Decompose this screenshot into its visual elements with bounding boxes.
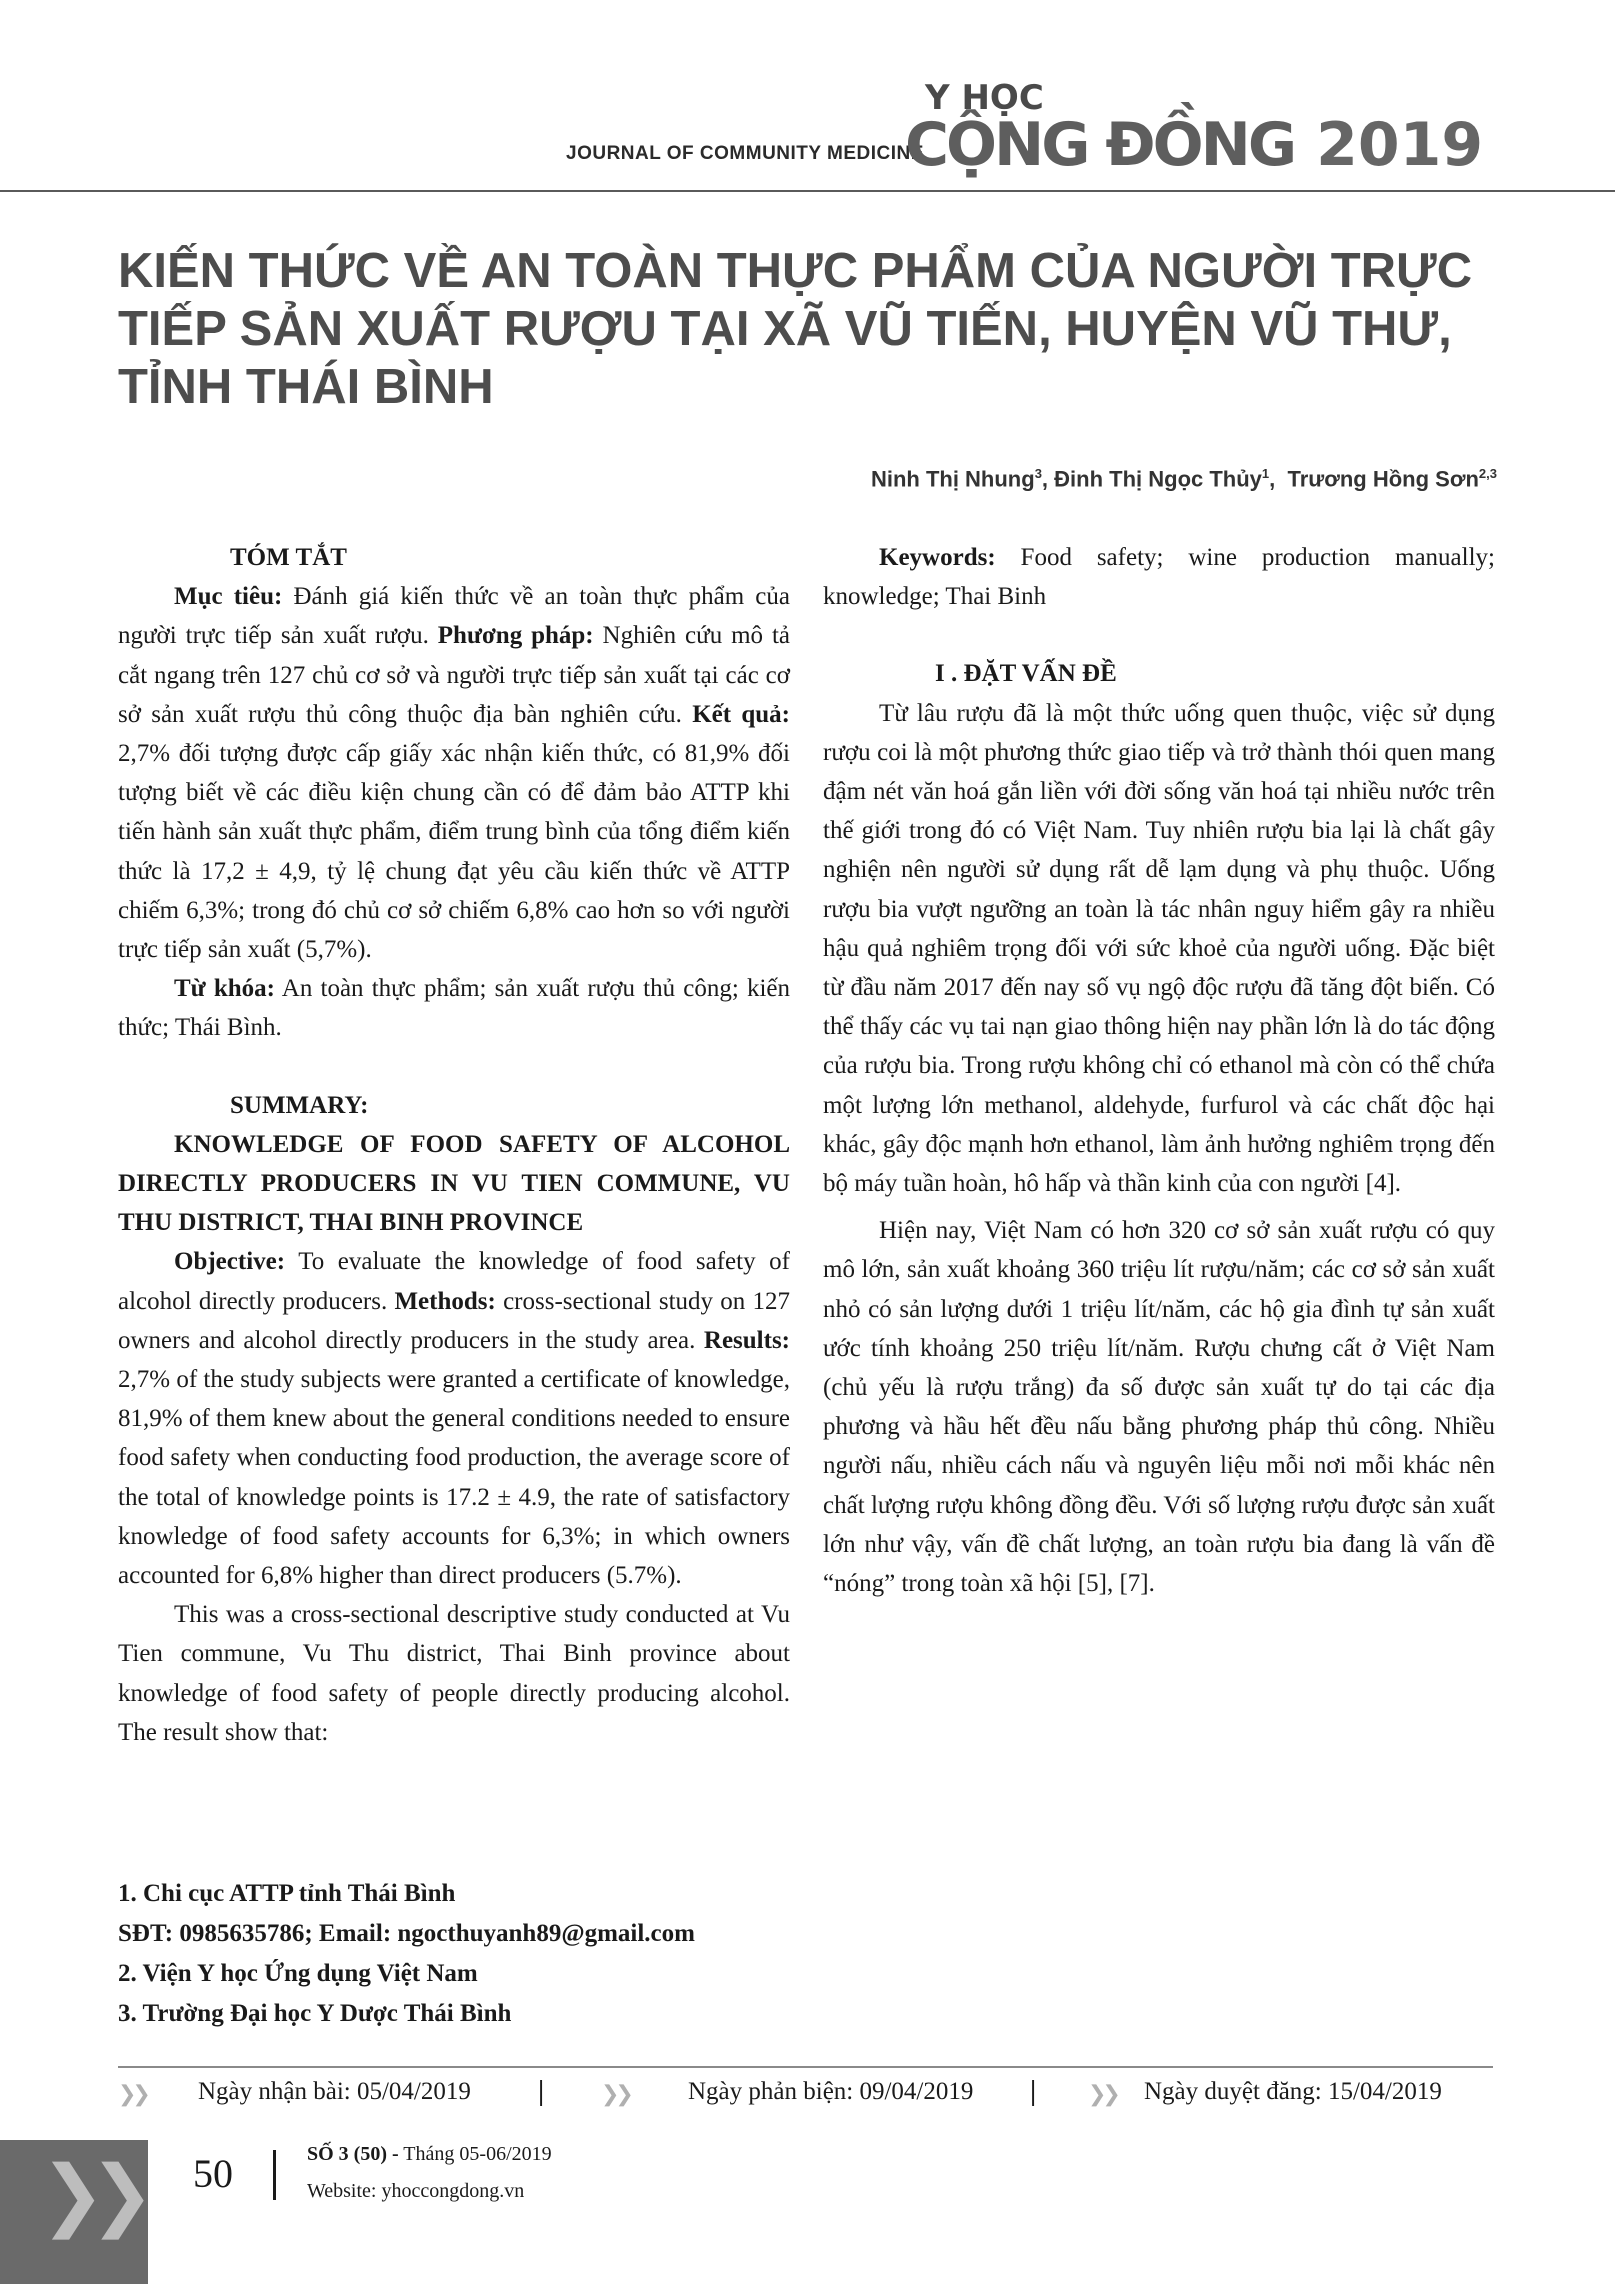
logo-main-word: CỘNG ĐỒNG — [905, 110, 1295, 180]
intro-paragraph-1: Từ lâu rượu đã là một thức uống quen thuộc, việc sử dụng rượu coi là một phương thức giao tiếp và trở thành thói quen mang đậm nét văn hoá gắn liền với đời sống văn hoá tại nhiều nước trên thế giới trong đó có Việt Nam. Tuy nhiên rượu bia lại là chất gây nghiện nên người sử dụng rất dễ lạm dụng và phụ thuộc. Uống rượu bia vượt ngưỡng an toàn là tác nhân nguy hiểm gây ra nhiều hậu quả nghiêm trọng đối với sức khoẻ của người uống. Đặc biệt từ đầu năm 2017 đến nay số vụ ngộ độc rượu đã tăng đột biến. Có thể thấy các vụ tai nạn giao thông hiện nay phần lớn là do tác động của rượu bia. Trong rượu không chỉ có ethanol mà còn có thể chứa một lượng lớn methanol, aldehyde, furfurol và các chất độc hại khác, gây độc mạnh hơn ethanol, làm ảnh hưởng nghiêm trọng đến bộ máy tuần hoàn, hô hấp và thần kinh của con người [4]. — [823, 699, 1495, 1198]
separator: | — [1030, 2076, 1037, 2107]
author-name: Trương Hồng Sơn — [1287, 466, 1479, 492]
results-text: 2,7% đối tượng được cấp giấy xác nhận kiến thức, có 81,9% đối tượng biết về các điều kiện chung cần có để đảm bảo ATTP khi tiến hành sản xuất thực phẩm, điểm trung bình của tổng điểm kiến thức là 17,2 ± 4,9, tỷ lệ chung đạt yêu cầu kiến thức về ATTP chiếm 6,3%; trong đó chủ cơ sở chiếm 6,8% cao hơn so với người trực tiếp sản xuất (5,7%). — [118, 740, 790, 964]
author-name: Ninh Thị Nhung — [870, 466, 1035, 492]
author-list: Ninh Thị Nhung$^3$, Đinh Thị Ngọc Thủy$^1$, Trương Hồng Sơn$^{2,3}$ — [870, 466, 1497, 492]
keywords-label: Từ khóa: — [174, 975, 275, 1003]
issue-number: SỐ 3 (50) - — [307, 2143, 399, 2165]
author-affiliation-mark: 3 — [1034, 466, 1042, 481]
reviewed-date: Ngày phản biện: 09/04/2019 — [688, 2078, 974, 2105]
methods-label: Phương pháp: — [437, 622, 594, 650]
objective-label-en: Objective: — [174, 1248, 286, 1276]
keywords-vi — [118, 969, 790, 1047]
footer-divider — [273, 2150, 276, 2200]
summary-paragraph — [118, 1242, 790, 1595]
article-dates — [118, 2078, 1493, 2118]
right-column — [823, 538, 1495, 1603]
spacer — [823, 1203, 1495, 1211]
left-column — [118, 538, 790, 1752]
methods-label-en: Methods: — [394, 1287, 496, 1315]
results-text-en: 2,7% of the study subjects were granted a certificate of knowledge, 81,9% of them knew about the general conditions needed to ensure food safety when conducting food production, the average score of the total of knowledge points is 17.2 ± 4.9, the rate of satisfactory knowledge of food safety accounts for 6,3%; in which owners accounted for 6,8% higher than direct producers (5.7%). — [118, 1366, 790, 1590]
spacer — [118, 1048, 790, 1086]
accepted-date: Ngày duyệt đăng: 15/04/2019 — [1144, 2078, 1442, 2105]
keywords-text: An toàn thực phẩm; sản xuất rượu thủ công; kiến thức; Thái Bình. — [118, 975, 790, 1042]
logo-year: 2019 — [1316, 110, 1484, 180]
affiliation-1: 1. Chi cục ATTP tỉnh Thái Bình — [118, 1880, 456, 1907]
objective-text: Đánh giá kiến thức về an toàn thực phẩm của người trực tiếp sản xuất rượu. — [118, 583, 790, 650]
summary-title: KNOWLEDGE OF FOOD SAFETY OF ALCOHOL DIRECTLY PRODUCERS IN VU TIEN COMMUNE, VU THU DISTRICT, THAI BINH PROVINCE — [118, 1130, 790, 1237]
issue-date: Tháng 05-06/2019 — [398, 2143, 552, 2165]
logo-main-text — [905, 110, 1483, 180]
dates-divider — [118, 2066, 1493, 2068]
objective-label: Mục tiêu: — [174, 583, 283, 611]
issue-info — [307, 2143, 552, 2166]
abstract-paragraph — [118, 577, 790, 969]
article-title: KIẾN THỨC VỀ AN TOÀN THỰC PHẨM CỦA NGƯỜI TRỰC TIẾP SẢN XUẤT RƯỢU TẠI XÃ VŨ TIẾN, HUYỆN VŨ THƯ, TỈNH THÁI BÌNH — [118, 244, 1473, 414]
author-affiliation-mark: 1 — [1261, 466, 1270, 481]
separator: | — [538, 2076, 545, 2107]
received-date: Ngày nhận bài: 05/04/2019 — [198, 2078, 471, 2105]
keywords-label-en: Keywords: — [879, 544, 996, 571]
logo-top-text: Y HỌC — [925, 78, 1044, 118]
methods-text: Nghiên cứu mô tả cắt ngang trên 127 chủ cơ sở và người trực tiếp sản xuất tại các cơ sở sản xuất rượu thủ công thuộc địa bàn nghiên cứu. — [118, 622, 790, 728]
results-label-en: Results: — [703, 1326, 790, 1354]
author-affiliation-mark: 2,3 — [1478, 466, 1497, 481]
chevron-right-icon: ❯❯ — [40, 2150, 139, 2240]
journal-header — [0, 0, 1615, 195]
study-description: This was a cross-sectional descriptive study conducted at Vu Tien commune, Vu Thu district, Thai Binh province about knowledge of food safety of people directly producing alcohol. The result show that: — [118, 1601, 790, 1746]
contact-info: SĐT: 0985635786; Email: ngocthuyanh89@gmail.com — [118, 1920, 695, 1947]
methods-text-en: cross-sectional study on 127 owners and alcohol directly producers in the study area. — [118, 1287, 790, 1354]
website: Website: yhoccongdong.vn — [307, 2180, 525, 2202]
page-number: 50 — [193, 2151, 233, 2196]
affiliation-2: 2. Viện Y học Ứng dụng Việt Nam — [118, 1960, 478, 1987]
keywords-en — [823, 538, 1495, 616]
section-heading-intro: I . ĐẶT VẤN ĐỀ — [935, 660, 1117, 688]
affiliation-3: 3. Trường Đại học Y Dược Thái Bình — [118, 2000, 512, 2027]
abstract-heading: TÓM TẮT — [230, 544, 347, 571]
keywords-text-en: Food safety; wine production manually; knowledge; Thai Binh — [823, 544, 1495, 611]
summary-heading: SUMMARY: — [230, 1091, 369, 1119]
header-divider — [0, 190, 1615, 192]
affiliations — [118, 1874, 695, 2034]
spacer — [823, 616, 1495, 654]
chevron-right-icon: ❯❯ — [118, 2082, 147, 2107]
chevron-right-icon: ❯❯ — [1088, 2082, 1117, 2107]
chevron-right-icon: ❯❯ — [601, 2082, 630, 2107]
results-label: Kết quả: — [692, 700, 791, 728]
objective-text-en: To evaluate the knowledge of food safety of alcohol directly producers. — [118, 1248, 790, 1315]
author-name: Đinh Thị Ngọc Thủy — [1054, 466, 1262, 492]
journal-logo — [905, 78, 1484, 180]
journal-name-en: JOURNAL OF COMMUNITY MEDICINE — [566, 143, 924, 164]
intro-paragraph-2: Hiện nay, Việt Nam có hơn 320 cơ sở sản xuất rượu có quy mô lớn, sản xuất khoảng 360 triệu lít rượu/năm; các cơ sở sản xuất nhỏ có sản lượng dưới 1 triệu lít/năm, các hộ gia đình tự sản xuất ước tính khoảng 250 triệu lít/năm. Rượu chưng cất ở Việt Nam (chủ yếu là rượu trắng) đa số được sản xuất tự do tại các địa phương và hầu hết đều nấu bằng phương pháp thủ công. Nhiều người nấu, nhiều cách nấu và nguyên liệu mỗi nơi mỗi khác nên chất lượng rượu không đồng đều. Với số lượng rượu được sản xuất lớn như vậy, vấn đề chất lượng, an toàn rượu bia đang là vấn đề “nóng” trong toàn xã hội [5], [7]. — [823, 1217, 1495, 1598]
